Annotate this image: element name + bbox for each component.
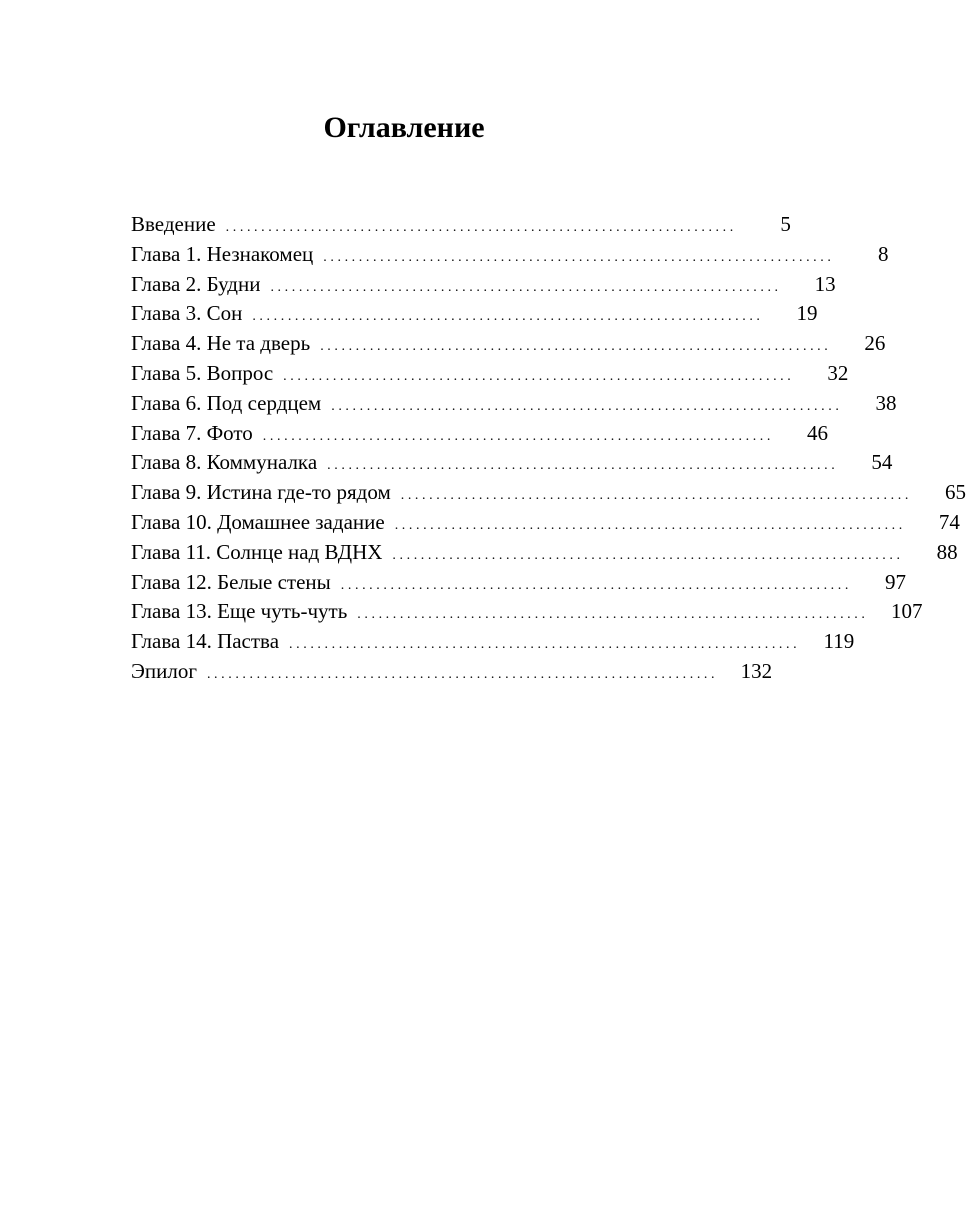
toc-entry[interactable] — [131, 568, 906, 598]
toc-entry[interactable] — [131, 657, 773, 687]
toc-entry-label: Введение — [131, 212, 216, 236]
toc-entry-page: 5 — [780, 212, 791, 236]
dot-leader: ........................................................................ — [320, 339, 832, 355]
dot-leader: ........................................................................ — [252, 309, 764, 325]
toc-entry[interactable] — [131, 240, 889, 270]
toc-entry-label: Глава 8. Коммуналка — [131, 450, 318, 475]
toc-entry-page: 38 — [875, 390, 897, 415]
toc-title: Оглавление — [323, 111, 485, 144]
toc-entry-page: 8 — [877, 241, 889, 266]
toc-entry[interactable] — [131, 389, 897, 419]
dot-leader: ........................................................................ — [323, 249, 835, 265]
dot-leader: ........................................................................ — [331, 398, 843, 414]
toc-entry-page: 46 — [807, 420, 828, 445]
toc-entry[interactable] — [131, 419, 828, 449]
dot-leader: ........................................................................ — [206, 666, 719, 682]
toc-entry-page: 19 — [796, 301, 818, 326]
toc-entry-page: 97 — [884, 569, 906, 594]
toc-entry-label: Эпилог — [131, 658, 197, 683]
toc-entry[interactable] — [131, 210, 791, 240]
toc-entry-label: Глава 1. Незнакомец — [131, 241, 314, 266]
dot-leader: ........................................................................ — [283, 368, 795, 384]
toc-entry-page: 132 — [740, 658, 773, 683]
toc-entry-page: 119 — [823, 629, 855, 654]
toc-entry-label: Глава 14. Паства — [131, 629, 280, 654]
toc-entry-page: 74 — [938, 509, 960, 534]
toc-entry-label: Глава 13. Еще чуть-чуть — [131, 599, 348, 624]
toc-entry-page: 107 — [890, 599, 923, 624]
toc-entry-label: Глава 2. Будни — [131, 271, 261, 296]
toc-entry-label: Глава 7. Фото — [131, 420, 253, 445]
toc-entry-page: 88 — [936, 539, 958, 564]
toc-entry-label: Глава 3. Сон — [131, 301, 243, 326]
dot-leader: ........................................................................ — [357, 607, 869, 623]
dot-leader: ........................................................................ — [327, 458, 839, 474]
toc-entry[interactable] — [131, 359, 849, 389]
dot-leader: ........................................................................ — [400, 488, 912, 504]
toc-entry-label: Глава 11. Солнце над ВДНХ — [131, 539, 383, 564]
dot-leader: ........................................................................ — [394, 517, 906, 533]
dot-leader: ........................................................................ — [289, 637, 801, 653]
toc-entry-label: Глава 9. Истина где-то рядом — [131, 480, 391, 505]
toc-entry-page: 26 — [864, 331, 886, 356]
toc-entry-label: Глава 5. Вопрос — [131, 360, 274, 385]
toc-entry[interactable] — [131, 508, 960, 538]
dot-leader: ........................................................................ — [262, 428, 774, 444]
dot-leader: ........................................................................ — [392, 547, 904, 563]
dot-leader: ........................................................................ — [225, 220, 737, 235]
toc-entry-page: 54 — [871, 450, 893, 475]
toc-entry-page: 65 — [944, 480, 966, 505]
toc-entry[interactable] — [131, 270, 836, 300]
toc-list — [131, 210, 966, 687]
toc-entry-page: 32 — [827, 360, 849, 385]
toc-entry[interactable] — [131, 329, 886, 359]
toc-entry[interactable] — [131, 478, 966, 508]
toc-entry-label: Глава 10. Домашнее задание — [131, 509, 385, 534]
toc-entry-label: Глава 6. Под сердцем — [131, 390, 322, 415]
toc-entry[interactable] — [131, 538, 958, 568]
dot-leader: ........................................................................ — [340, 577, 852, 593]
toc-entry[interactable] — [131, 627, 855, 657]
toc-entry[interactable] — [131, 299, 818, 329]
dot-leader: ........................................................................ — [270, 279, 782, 295]
toc-entry-label: Глава 12. Белые стены — [131, 569, 331, 594]
toc-entry[interactable] — [131, 597, 923, 627]
toc-entry[interactable] — [131, 448, 893, 478]
toc-entry-label: Глава 4. Не та дверь — [131, 331, 311, 356]
toc-entry-page: 13 — [814, 271, 836, 296]
